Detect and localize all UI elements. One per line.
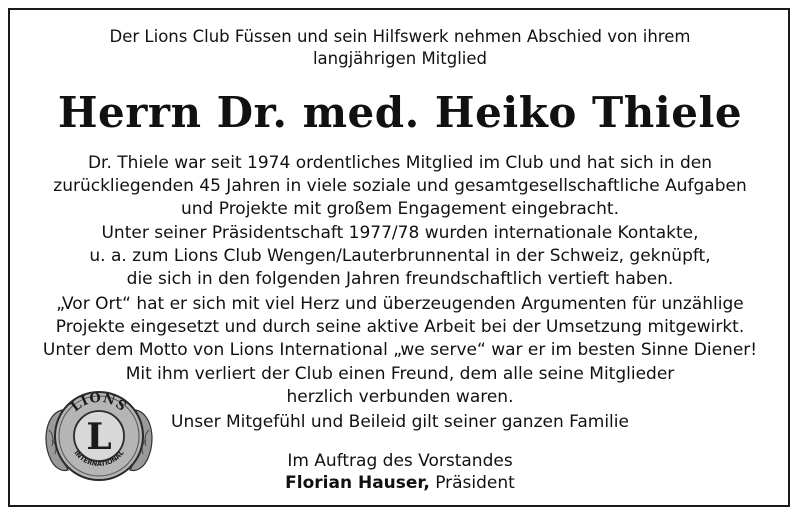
paragraph-2-line-1: Unter seiner Präsidentschaft 1977/78 wurden internationale Kontakte, xyxy=(101,223,699,243)
paragraph-3-line-3: Unter dem Motto von Lions International „we serve“ war er im besten Sinne Diener! xyxy=(42,340,758,360)
paragraph-2-line-3: die sich in den folgenden Jahren freundschaftlich vertieft haben. xyxy=(126,269,674,289)
paragraph-4-line-1: Mit ihm verliert der Club einen Freund, dem alle seine Mitglieder xyxy=(125,364,675,384)
paragraph-1-line-2: zurückliegenden 45 Jahren in viele soziale und gesamtgesellschaftliche Aufgaben xyxy=(53,176,747,196)
logo-letter: L xyxy=(86,416,112,458)
logo-bottom-text: INTERNATIONAL xyxy=(72,449,126,469)
signatory-name: Florian Hauser, xyxy=(285,473,430,493)
logo-top-text: LIONS xyxy=(68,390,130,416)
paragraph-1-line-1: Dr. Thiele war seit 1974 ordentliches Mitglied im Club und hat sich in den xyxy=(87,153,713,173)
paragraph-3-line-2: Projekte eingesetzt und durch seine aktive Arbeit bei der Umsetzung mitgewirkt. xyxy=(55,317,745,337)
intro-line-1: Der Lions Club Füssen und sein Hilfswerk nehmen Abschied von ihrem xyxy=(109,27,691,46)
paragraph-1-line-3: und Projekte mit großem Engagement eingebracht. xyxy=(181,199,619,219)
intro-line-2: langjährigen Mitglied xyxy=(312,49,488,68)
deceased-name: Herrn Dr. med. Heiko Thiele xyxy=(57,88,743,137)
paragraph-4-line-2: herzlich verbunden waren. xyxy=(286,387,514,407)
signature-on-behalf: Im Auftrag des Vorstandes xyxy=(287,451,513,471)
paragraph-3-line-1: „Vor Ort“ hat er sich mit viel Herz und überzeugenden Argumenten für unzählige xyxy=(56,294,744,314)
signatory-title: Präsident xyxy=(435,473,515,493)
lions-international-emblem-icon xyxy=(40,380,158,488)
paragraph-5: Unser Mitgefühl und Beileid gilt seiner ganzen Familie xyxy=(171,412,629,432)
paragraph-2-line-2: u. a. zum Lions Club Wengen/Lauterbrunnental in der Schweiz, geknüpft, xyxy=(89,246,711,266)
